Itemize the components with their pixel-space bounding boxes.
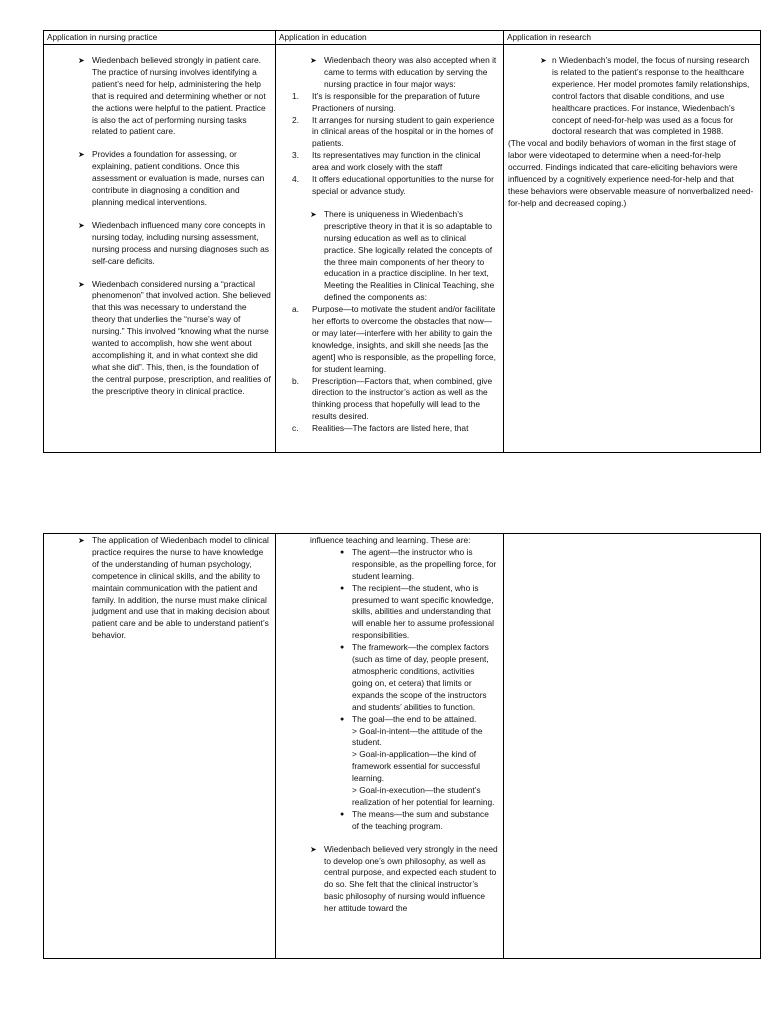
research-cell [504,534,760,958]
research-cell [504,45,760,453]
research-bullet: ➤ n Wiedenbach’s model, the focus of nursing research is related to the patient’s response to the healthcare experience. Her model promotes family relationships, control factors that disable conditions, and use healthcare practices. For instance, Wiedenbach’s concept of need-for-help was used as a focus for doctoral research that was completed in 1988. [540,55,750,137]
education-bullet: ➤ Wiedenbach believed very strongly in the need to develop one’s own philosophy, as well as central purpose, and expected each student to do so. She felt that the clinical instructor’s basic philosophy of nursing would influence her attitude toward the [310,843,498,914]
page2-table [43,533,761,959]
header-research: Application in research [507,32,591,42]
education-intro: ➤ Wiedenbach theory was also accepted when it came to terms with education by serving the nursing practice in four major ways: [310,55,497,89]
arrow-bullet-icon: ➤ [78,279,85,289]
education-bullet: ➤ There is uniqueness in Wiedenbach’s prescriptive theory in that it is so adaptable to nursing education as well as to clinical practice. She logically related the concepts of the three main components of her theory to education in a practice discipline. In her text, Meeting the Realities in Clinical Teaching, she defined the components as: [310,208,495,303]
dot-bullet-icon: ● [340,715,345,723]
education-cell [276,45,504,453]
content-row [44,45,760,453]
header-row [44,31,760,45]
goal-item: > Goal-in-application—the kind of framework essential for successful learning. [352,749,480,784]
header-education: Application in education [276,31,504,44]
practice-bullet: ➤ Wiedenbach considered nursing a “practical phenomenon” that involved action. She believed that this was necessary to understand the theory that underlies the “nurse’s way of nursing.” This involved “knowing what the nurse wanted to accomplish, how she went about accomplishing it, and in what context she did what she did”. This, then, is the foundation of the central purpose, prescription, and realities of the prescriptive theory in clinical practice. [78,278,271,396]
lead-text: influence teaching and learning. These are: [310,535,471,545]
arrow-bullet-icon: ➤ [78,150,85,160]
numbered-item: 3. Its representatives may function in the clinical area and work closely with the staff [292,150,481,173]
dot-item: ● The recipient—the student, who is presumed to want specific knowledge, skills, abilities and understanding that will enable her to assume professional responsibilities. [340,582,494,641]
practice-bullet: ➤ Wiedenbach influenced many core concepts in nursing today, including nursing assessment, nursing process and nursing diagnoses such as self-care deficits. [78,219,269,266]
lettered-item: b. Prescription—Factors that, when combined, give direction to the instructor’s action as well as the thinking process that hopefully will lead to the results desired. [292,375,493,422]
arrow-bullet-icon: ➤ [310,209,317,219]
page1-table [43,30,761,453]
lettered-item: a. Purpose—to motivate the student and/or facilitate her efforts to overcome the obstacles that now—or may later—interfere with her ability to gain the knowledge, insights, and skill she needs [as the agent] who is responsible, as the propelling force, for student learning. [292,304,496,374]
numbered-item: 1. It’s is responsible for the preparation of future Practioners of nursing. [292,90,480,113]
arrow-bullet-icon: ➤ [310,56,317,65]
arrow-bullet-icon: ➤ [78,56,85,65]
practice-bullet: ➤ Wiedenbach believed strongly in patient care. The practice of nursing involves identifying a patient’s need for help, administering the help that is required and determining whether or not the actions were helpful to the patient. Practice is also the act of performing nursing tasks related to patient care. [78,55,266,137]
arrow-bullet-icon: ➤ [310,844,317,854]
goal-item: > Goal-in-execution—the student’s realization of her potential for learning. [352,785,495,807]
goal-item: > Goal-in-intent—the attitude of the student. [352,725,483,748]
dot-bullet-icon: ● [340,548,345,556]
nursing-practice-cell [44,45,276,453]
dot-bullet-icon: ● [340,584,345,592]
dot-item: ● The agent—the instructor who is responsible, as the propelling force, for student learning. [340,546,497,581]
header-nursing-practice: Application in nursing practice [44,31,276,44]
dot-bullet-icon: ● [340,810,345,818]
practice-bullet: ➤ Provides a foundation for assessing, or explaining, patient conditions. Once this assessment or evaluation is made, nurses can contribute in diagnosing a condition and planning medical interventions. [78,149,265,207]
dot-item: ● The goal—the end to be attained. [340,713,477,724]
arrow-bullet-icon: ➤ [78,220,85,230]
education-cell [276,534,504,958]
numbered-item: 2. It arranges for nursing student to gain experience in clinical areas of the hospital or in the homes of patients. [292,114,495,149]
dot-item: ● The means—the sum and substance of the teaching program. [340,808,489,831]
numbered-item: 4. It offers educational opportunities to the nurse for special or advance study. [292,174,494,196]
dot-item: ● The framework—the complex factors (such as time of day, people present, atmospheric conditions, activities going on, et cetera) that limits or expands the scope of the instructors and students’ abilities to function. [340,642,489,712]
practice-bullet: ➤ The application of Wiedenbach model to clinical practice requires the nurse to have knowledge of the understanding of human psychology, competence in clinical skills, and the ability to maintain communication with the patient and family. In addition, the nurse must make clinical judgment and use that in making decision about patient care and be able to understand patient’s behavior. [78,535,270,641]
arrow-bullet-icon: ➤ [78,536,85,545]
content-row [44,534,760,958]
dot-bullet-icon: ● [340,644,345,652]
research-paragraph: (The vocal and bodily behaviors of woman in the first stage of labor were videotaped to determine when a need-for-help occurred. Findings indicated that care-eliciting behaviors were influenced by a cognitively experience need-for-help and that these behaviors were observable measure of nonverbalized need-for-help and decreased coping.) [508,138,754,208]
lettered-item: c. Realities—The factors are listed here, that [292,423,469,434]
nursing-practice-cell [44,534,276,958]
arrow-bullet-icon: ➤ [540,56,547,65]
